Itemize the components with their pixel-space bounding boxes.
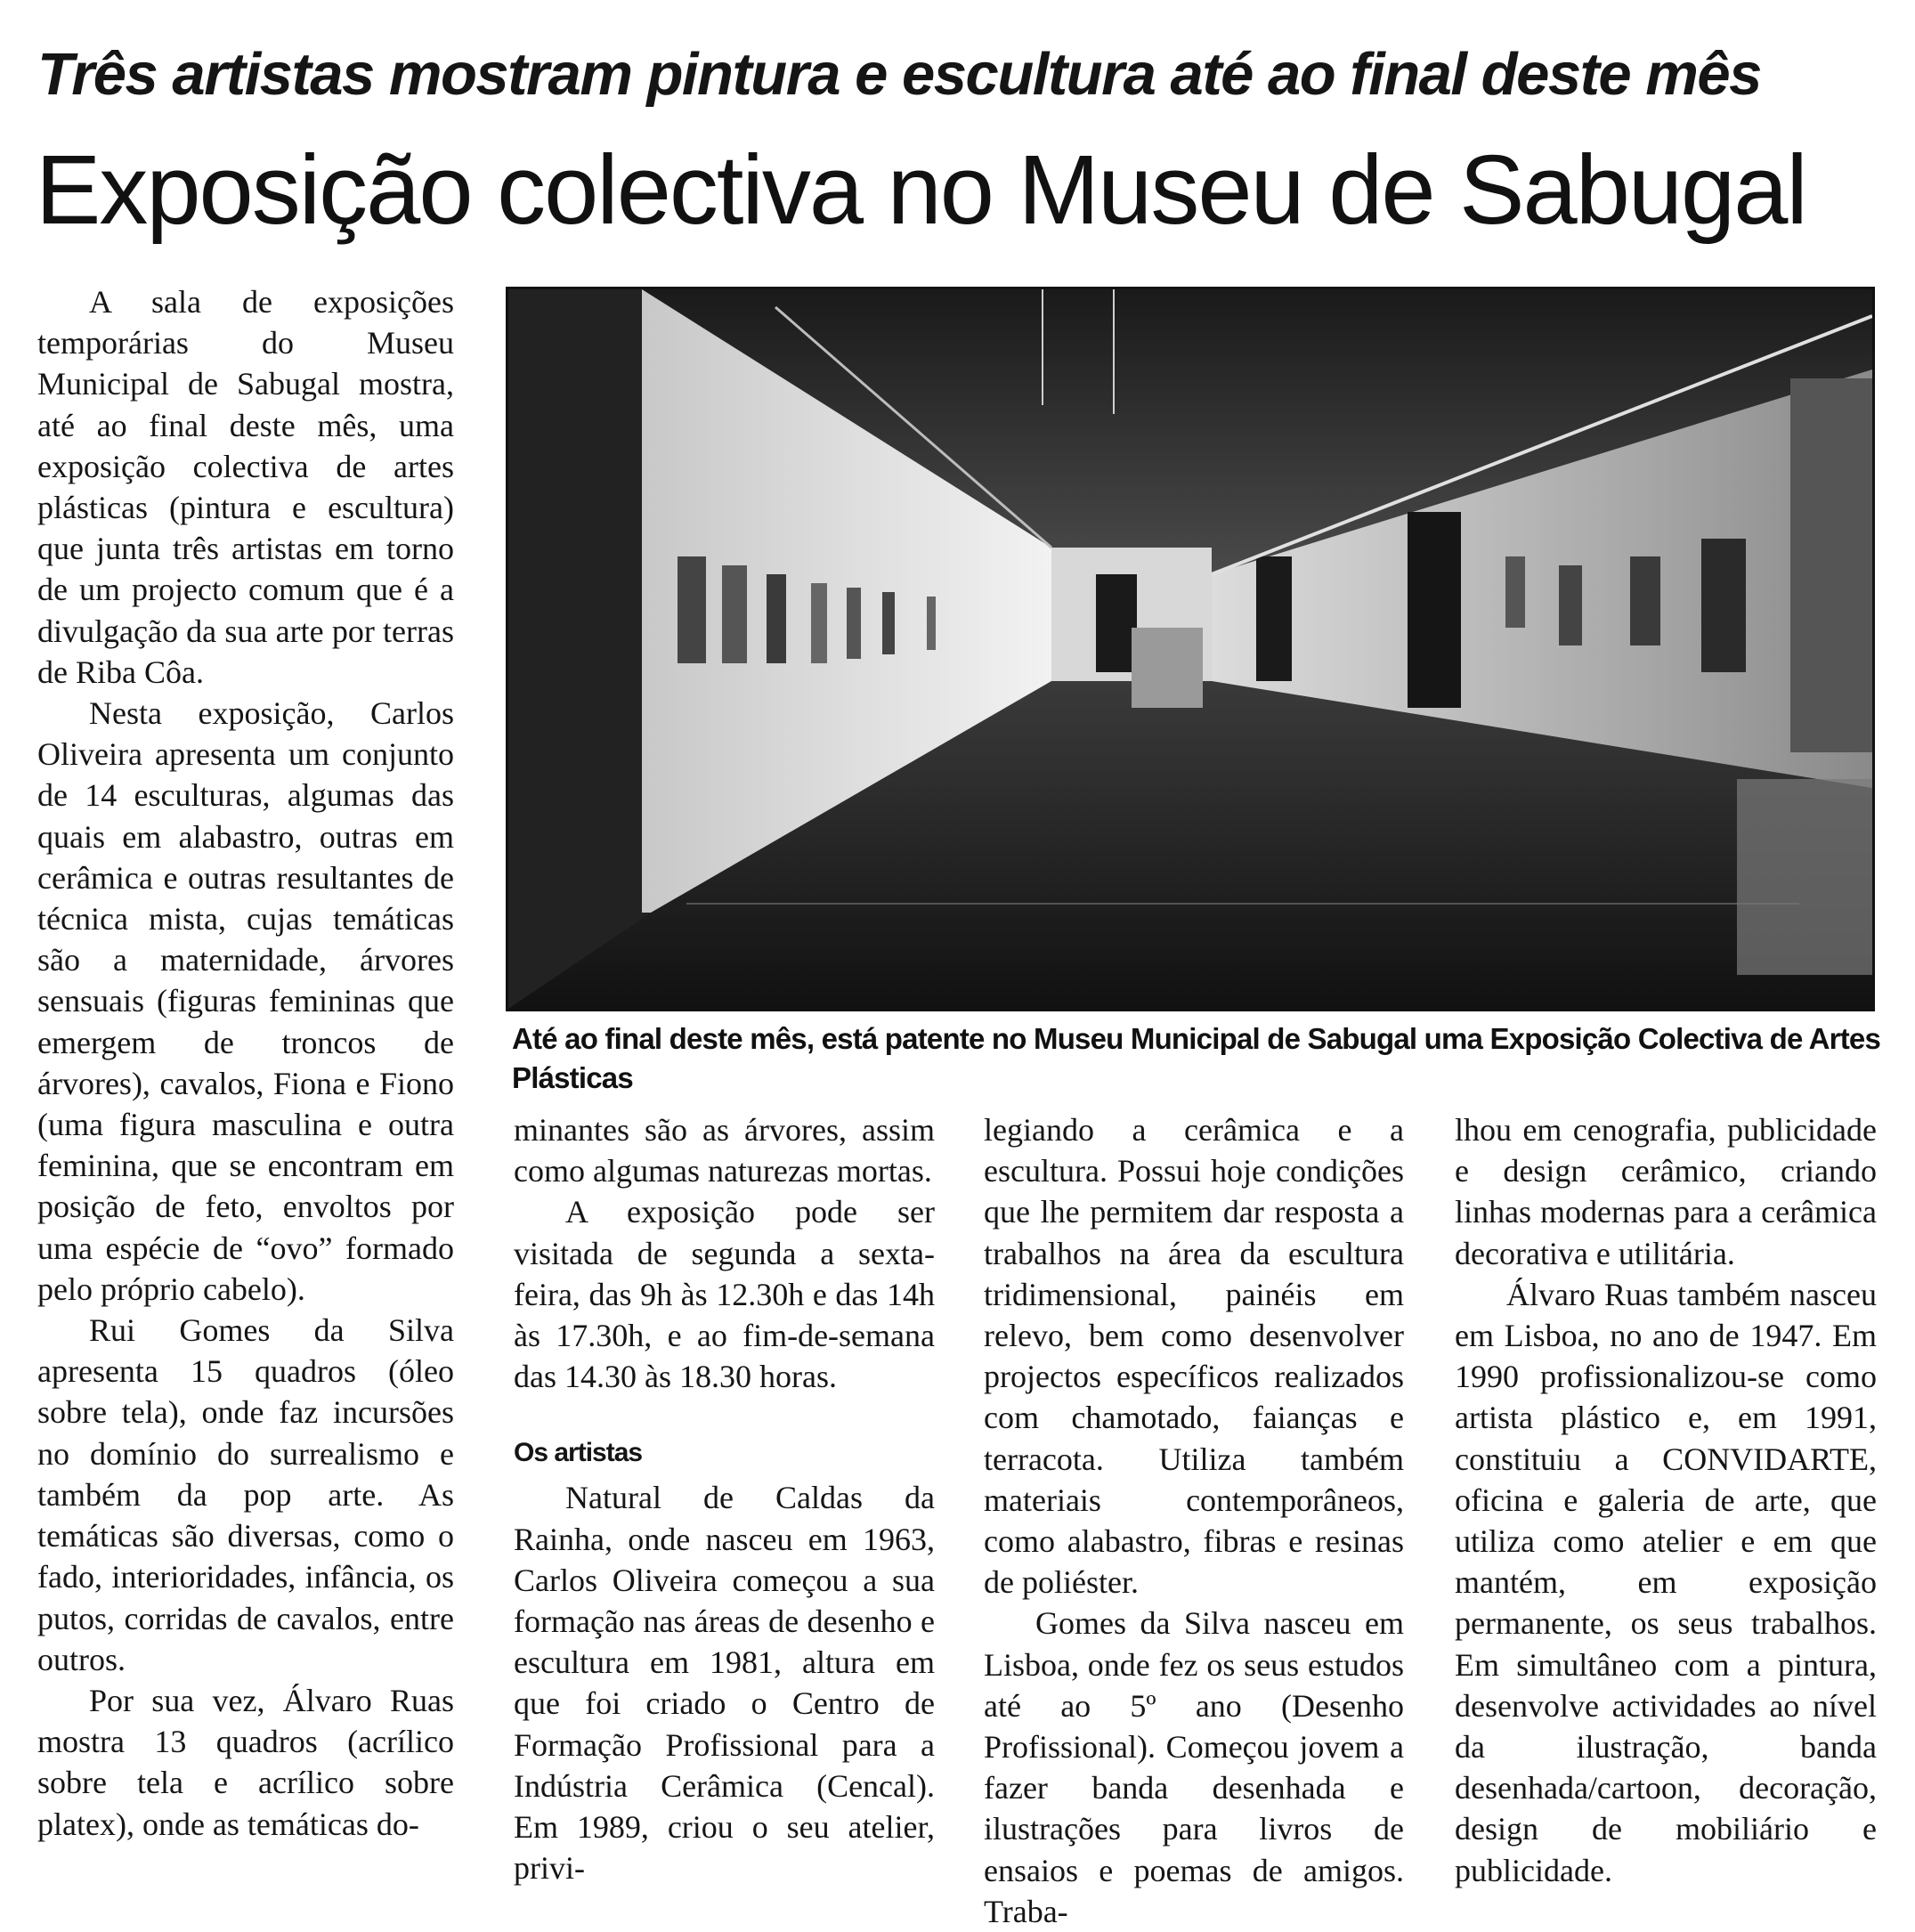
article-headline: Exposição colectiva no Museu de Sabugal — [36, 135, 1806, 245]
article-column-1 — [37, 281, 454, 1845]
paragraph: legiando a cerâmica e a escultura. Possui hoje condições que lhe permitem dar resposta a trabalhos na área da escultura tridimensional, painéis em relevo, bem como desenvolver projectos específicos realizados com chamotado, faianças e terracota. Utiliza também materiais contemporâneos, como alabastro, fibras e resinas de poliéster. — [984, 1112, 1404, 1601]
paragraph: Gomes da Silva nasceu em Lisboa, onde fez os seus estudos até ao 5º ano (Desenho Profissional). Começou jovem a fazer banda desenhada e ilustrações para livros de ensaios e poemas de amigos. Traba- — [984, 1605, 1404, 1929]
article-column-3 — [984, 1109, 1404, 1932]
article-kicker: Três artistas mostram pintura e escultura até ao final deste mês — [37, 41, 1761, 108]
photo-caption: Até ao final deste mês, está patente no Museu Municipal de Sabugal uma Exposição Colectiva de Artes Plásticas — [512, 1022, 1881, 1094]
paragraph: lhou em cenografia, publicidade e design cerâmico, criando linhas modernas para a cerâmica decorativa e utilitária. — [1455, 1112, 1877, 1271]
paragraph: A sala de exposições temporárias do Museu Municipal de Sabugal mostra, até ao final deste mês, uma exposição colectiva de artes plásticas (pintura e escultura) que junta três artistas em torno de um projecto comum que é a divulgação da sua arte por terras de Riba Côa. — [37, 284, 454, 690]
paragraph: Rui Gomes da Silva apresenta 15 quadros (óleo sobre tela), onde faz incursões no domínio do surrealismo e também da pop arte. As temáticas são diversas, como o fado, interioridades, infância, os putos, corridas de cavalos, entre outros. — [37, 1312, 454, 1677]
paragraph: minantes são as árvores, assim como algumas naturezas mortas. — [514, 1112, 935, 1189]
paragraph: A exposição pode ser visitada de segunda a sexta-feira, das 9h às 12.30h e das 14h às 17.30h, e ao fim-de-semana das 14.30 às 18.30 horas. — [514, 1194, 935, 1395]
paragraph: Por sua vez, Álvaro Ruas mostra 13 quadros (acrílico sobre tela e acrílico sobre platex), onde as temáticas do- — [37, 1682, 454, 1842]
gallery-photo — [506, 287, 1875, 1011]
article-column-2 — [514, 1109, 935, 1888]
paragraph: Álvaro Ruas também nasceu em Lisboa, no ano de 1947. Em 1990 profissionalizou-se como artista plástico e, em 1991, constituiu a CONVIDARTE, oficina e galeria de arte, que utiliza como atelier e em que mantém, em exposição permanente, os seus trabalhos. Em simultâneo com a pintura, desenvolve actividades ao nível da ilustração, banda desenhada/cartoon, decoração, design de mobiliário e publicidade. — [1455, 1276, 1877, 1888]
section-subheading: Os artistas — [514, 1438, 643, 1468]
museum-gallery-image — [508, 289, 1872, 1009]
paragraph: Natural de Caldas da Rainha, onde nasceu em 1963, Carlos Oliveira começou a sua formação nas áreas de desenho e escultura em 1981, altura em que foi criado o Centro de Formação Profissional para a Indústria Cerâmica (Cencal). Em 1989, criou o seu atelier, privi- — [514, 1480, 935, 1887]
paragraph: Nesta exposição, Carlos Oliveira apresenta um conjunto de 14 esculturas, algumas das quais em alabastro, outras em cerâmica e outras resultantes de técnica mista, cujas temáticas são a maternidade, árvores sensuais (figuras femininas que emergem de troncos de árvores), cavalos, Fiona e Fiono (uma figura masculina e outra feminina, que se encontram em posição de feto, envoltos por uma espécie de “ovo” formado pelo próprio cabelo). — [37, 695, 454, 1307]
article-column-4 — [1455, 1109, 1877, 1891]
